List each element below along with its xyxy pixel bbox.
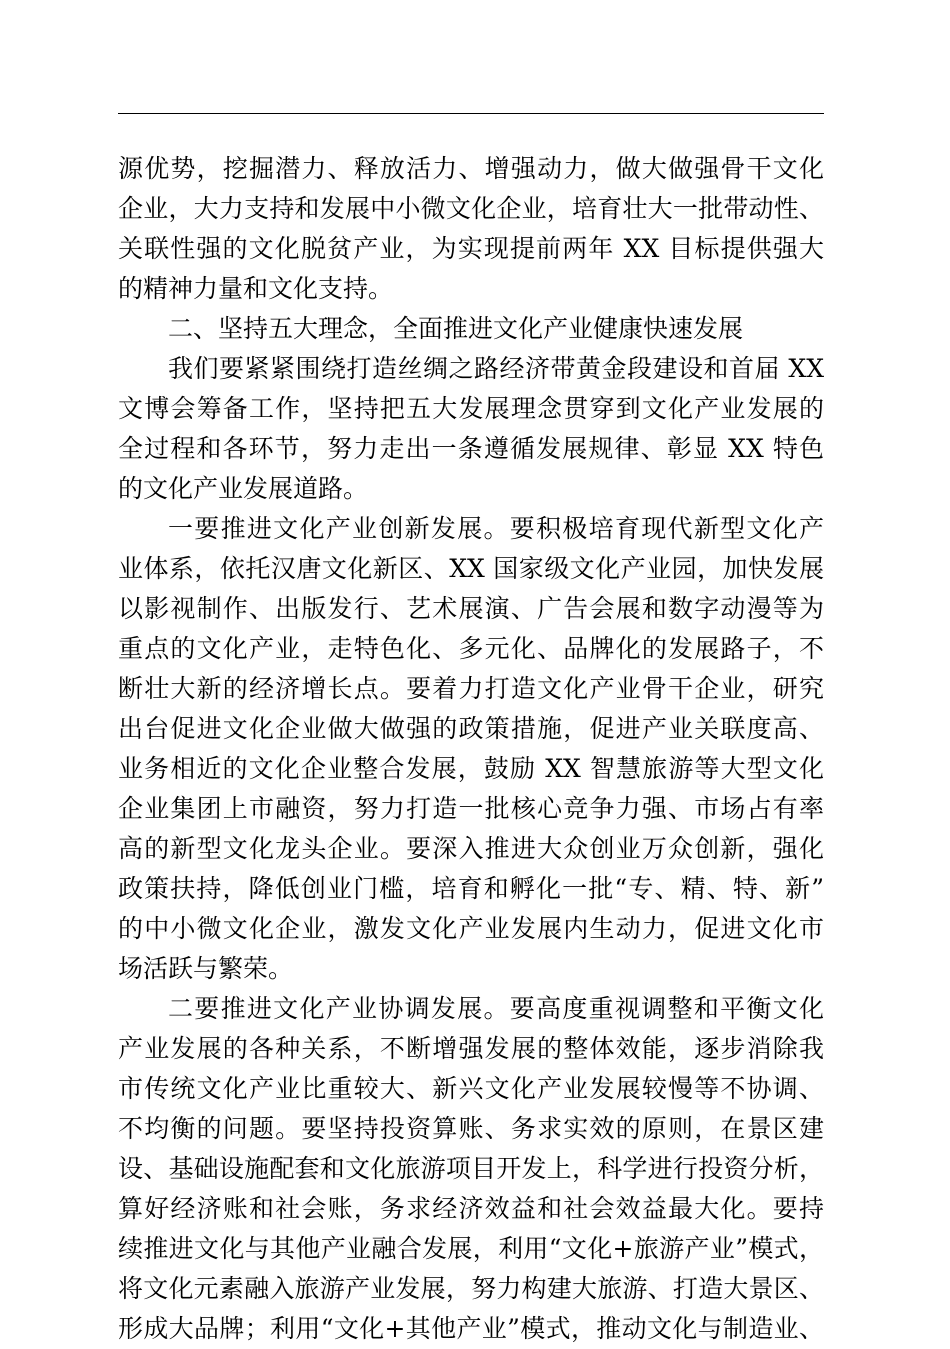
text-line: 高的新型文化龙头企业。要深入推进大众创业万众创新，强化 (118, 834, 824, 863)
text-line: 以影视制作、出版发行、艺术展演、广告会展和数字动漫等为 (118, 594, 824, 623)
paragraph-first-line: 二要推进文化产业协调发展。要高度重视调整和平衡文化 (168, 994, 824, 1023)
text-line: 政策扶持，降低创业门槛，培育和孵化一批“专、精、特、新” (118, 874, 824, 903)
text-line: 续推进文化与其他产业融合发展，利用“文化+旅游产业”模式， (118, 1234, 824, 1263)
text-line: 的中小微文化企业，激发文化产业发展内生动力，促进文化市 (118, 914, 824, 943)
text-line: 企业集团上市融资，努力打造一批核心竞争力强、市场占有率 (118, 794, 824, 823)
paragraph-first-line: 二、坚持五大理念，全面推进文化产业健康快速发展 (168, 314, 744, 343)
text-line: 不均衡的问题。要坚持投资算账、务求实效的原则，在景区建 (118, 1114, 824, 1143)
text-line: 市传统文化产业比重较大、新兴文化产业发展较慢等不协调、 (118, 1074, 824, 1103)
text-line: 全过程和各环节，努力走出一条遵循发展规律、彰显 XX 特色 (118, 434, 824, 463)
document-body (118, 149, 824, 1349)
header-rule (118, 113, 824, 114)
paragraph-first-line: 我们要紧紧围绕打造丝绸之路经济带黄金段建设和首届 XX (168, 354, 824, 383)
text-line: 出台促进文化企业做大做强的政策措施，促进产业关联度高、 (118, 714, 824, 743)
paragraph-first-line: 一要推进文化产业创新发展。要积极培育现代新型文化产 (168, 514, 824, 543)
text-line: 业务相近的文化企业整合发展，鼓励 XX 智慧旅游等大型文化 (118, 754, 824, 783)
text-line: 关联性强的文化脱贫产业，为实现提前两年 XX 目标提供强大 (118, 234, 824, 263)
text-line: 算好经济账和社会账，务求经济效益和社会效益最大化。要持 (118, 1194, 824, 1223)
text-line: 业体系，依托汉唐文化新区、XX 国家级文化产业园，加快发展 (118, 554, 824, 583)
text-line: 重点的文化产业，走特色化、多元化、品牌化的发展路子，不 (118, 634, 824, 663)
text-line: 文博会筹备工作，坚持把五大发展理念贯穿到文化产业发展的 (118, 394, 824, 423)
text-line: 企业，大力支持和发展中小微文化企业，培育壮大一批带动性、 (118, 194, 824, 223)
text-line: 形成大品牌；利用“文化+其他产业”模式，推动文化与制造业、 (118, 1314, 824, 1343)
text-line: 断壮大新的经济增长点。要着力打造文化产业骨干企业，研究 (118, 674, 824, 703)
text-line: 的文化产业发展道路。 (118, 474, 369, 503)
text-line: 将文化元素融入旅游产业发展，努力构建大旅游、打造大景区、 (118, 1274, 824, 1303)
text-line: 场活跃与繁荣。 (118, 954, 294, 983)
text-line: 源优势，挖掘潜力、释放活力、增强动力，做大做强骨干文化 (118, 154, 824, 183)
text-line: 的精神力量和文化支持。 (118, 274, 394, 303)
text-line: 产业发展的各种关系，不断增强发展的整体效能，逐步消除我 (118, 1034, 824, 1063)
text-line: 设、基础设施配套和文化旅游项目开发上，科学进行投资分析， (118, 1154, 824, 1183)
